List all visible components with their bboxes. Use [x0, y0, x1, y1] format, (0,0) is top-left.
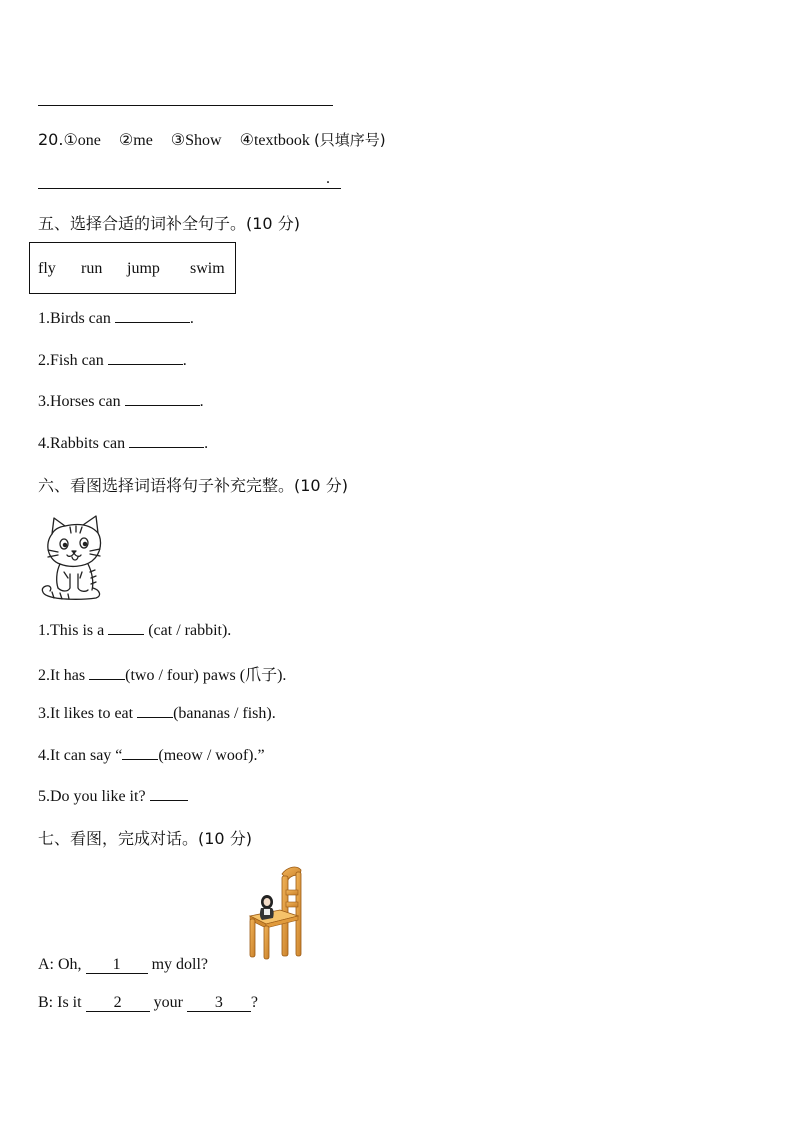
- s5-item-3: 3.Horses can .: [38, 393, 204, 410]
- dialog-line-b: B: Is it 2 your 3 ?: [38, 994, 258, 1011]
- s6-blank-3[interactable]: [137, 703, 173, 718]
- section-7-title: 七、看图，完成对话。(10 分): [38, 829, 252, 848]
- s6-item-3: 3.It likes to eat (bananas / fish).: [38, 705, 276, 722]
- word-box: [29, 242, 236, 294]
- question-20: [38, 129, 386, 150]
- q20-word-3: ③Show: [170, 132, 222, 149]
- word-swim: swim: [190, 260, 225, 277]
- s5-blank-1[interactable]: [115, 308, 190, 323]
- s5-blank-2[interactable]: [108, 350, 183, 365]
- q20-end-dot: .: [326, 170, 330, 187]
- word-fly: fly: [38, 260, 56, 277]
- s6-item-2: 2.It has (two / four) paws (爪子).: [38, 667, 287, 684]
- s6-item-5: 5.Do you like it?: [38, 786, 188, 806]
- dialog-line-a: A: Oh, 1 my doll?: [38, 956, 208, 973]
- answer-line-top: [38, 105, 333, 106]
- s6-blank-4[interactable]: [122, 745, 158, 760]
- chair-with-doll: [246, 864, 304, 960]
- s6-item-4: 4.It can say “ (meow / woof).”: [38, 747, 265, 764]
- s5-item-4: 4.Rabbits can .: [38, 435, 209, 452]
- q20-note: (只填序号): [313, 131, 386, 149]
- dialog-blank-1[interactable]: 1: [86, 957, 148, 974]
- dialog-blank-2[interactable]: 2: [86, 995, 150, 1012]
- s5-item-2: 2.Fish can .: [38, 352, 187, 369]
- word-jump: jump: [127, 260, 160, 277]
- q20-answer-line: [38, 188, 341, 189]
- s6-blank-2[interactable]: [89, 665, 125, 680]
- q20-prefix: 20.: [38, 130, 64, 149]
- s5-blank-3[interactable]: [125, 391, 200, 406]
- s6-blank-5[interactable]: [150, 786, 188, 801]
- q20-word-2: ②me: [118, 132, 153, 149]
- section-5-title: 五、选择合适的词补全句子。(10 分): [38, 214, 300, 233]
- s5-blank-4[interactable]: [129, 433, 204, 448]
- word-run: run: [81, 260, 103, 277]
- q20-word-1: ①one: [63, 132, 101, 149]
- cat-drawing: [38, 512, 110, 600]
- s6-item-1: 1.This is a (cat / rabbit).: [38, 622, 232, 639]
- s5-item-1: 1.Birds can .: [38, 310, 194, 327]
- q20-word-4: ④textbook: [239, 132, 310, 149]
- dialog-blank-3[interactable]: 3: [187, 995, 251, 1012]
- section-6-title: 六、看图选择词语将句子补充完整。(10 分): [38, 476, 348, 495]
- s6-blank-1[interactable]: [108, 620, 144, 635]
